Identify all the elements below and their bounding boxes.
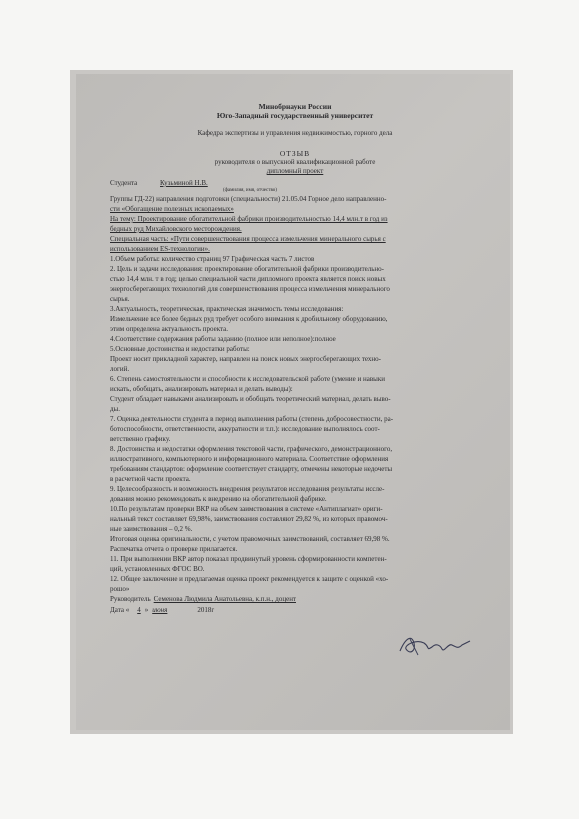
line-16: 5.Основные достоинства и недостатки работы:: [110, 345, 250, 353]
line-27: иллюстративного, компьютерного и информационного материала. Соответствие оформления: [110, 455, 389, 463]
line-9: стью 14,4 млн. т в год; целью специальной части дипломного проекта является поиск новых: [110, 275, 386, 283]
line-34: ные заимствования – 0,2 %.: [110, 525, 193, 533]
ministry-title: Минобрнауки России: [258, 102, 332, 111]
line-26: 8. Достоинства и недостатки оформления текстовой части, графического, демонстрационного,: [110, 445, 393, 453]
line-5: Специальная часть: «Пути совершенствования процесса измельчения минерального сырья с: [110, 235, 386, 243]
line-30: 9. Целесообразность и возможность внедрения результатов исследования результаты иссле-: [110, 485, 385, 493]
document-title: ОТЗЫВ: [279, 149, 311, 158]
date-month: июня: [152, 606, 168, 614]
line-19: 6. Степень самостоятельности и способности к исследовательской работе (умение и навыки: [110, 375, 385, 383]
line-13: Измельчение все более бедных руд требует особого внимания к дробильному оборудованию,: [110, 315, 388, 323]
department-line: Кафедра экспертизы и управления недвижимостью, горного дела: [197, 129, 393, 137]
supervisor-name: Семенова Людмила Анатольевна, к.п.н., доцент: [153, 595, 296, 603]
student-label: Студента: [110, 179, 138, 187]
line-17: Проект носит прикладной характер, направлен на поиск новых энергосберегающих техно-: [110, 355, 381, 363]
line-20: искать, обобщать, анализировать материал и делать выводы):: [110, 385, 293, 393]
work-type: дипломный проект: [266, 167, 324, 175]
date-row: Дата « 4 » июня 2018г: [110, 606, 215, 614]
line-7: 1.Объем работы: количество страниц 97 Графическая часть 7 листов: [110, 255, 315, 263]
student-name: Кузьминой Н.В.: [160, 179, 208, 187]
line-8: 2. Цель и задачи исследования: проектирование обогатительной фабрики производительно-: [110, 265, 385, 273]
line-37: 11. При выполнении ВКР автор показал продвинутый уровень сформированности компетен-: [110, 555, 387, 563]
line-24: ботоспособности, ответственности, аккуратности и т.п.): исследование выполнялось соот-: [110, 425, 380, 433]
line-3: На тему: Проектирование обогатительной фабрики производительностью 14,4 млн.т в год из: [110, 215, 388, 223]
supervisor-label: Руководитель: [110, 595, 151, 603]
line-35: Итоговая оценка оригинальности, с учетом правомочных заимствований, составляет 69,98 %.: [110, 535, 390, 543]
date-label: Дата «: [110, 606, 130, 614]
paper-sheet: [76, 74, 510, 730]
date-year: 2018г: [197, 606, 215, 614]
line-15: 4.Соответствие содержания работы заданию (полное или неполное):полное: [110, 335, 336, 343]
line-2: сти «Обогащение полезных ископаемых»: [110, 205, 234, 213]
line-10: энергосберегающих технологий для совершенствования процесса измельчения минерального: [110, 285, 390, 293]
document-frame: [70, 70, 513, 734]
supervisor-row: [110, 595, 480, 604]
document-subtitle: руководителя о выпускной квалификационной работе: [214, 158, 376, 166]
line-21: Студент обладает навыками анализировать и обобщать теоретический материал, делать выво-: [110, 395, 391, 403]
line-32: 10.По результатам проверки ВКР на объем заимствования в системе «Антиплагиат» ориги-: [110, 505, 383, 513]
line-14: этим определена актуальность проекта.: [110, 325, 229, 333]
student-name-hint: (фамилия, имя, отчество): [223, 188, 277, 193]
line-25: ветственно графику.: [110, 435, 171, 443]
university-title: Юго-Западный государственный университет: [216, 111, 374, 120]
document-content: [110, 102, 480, 615]
line-38: ций, установленных ФГОС ВО.: [110, 565, 205, 573]
line-22: ды.: [110, 405, 121, 413]
line-28: требованиям стандартов: оформление соответствует стандарту, отмечены некоторые недочеты: [110, 465, 393, 473]
line-1: Группы ГД-22) направления подготовки (специальности) 21.05.04 Горное дело направленно-: [110, 195, 387, 203]
line-11: сырья.: [110, 295, 130, 303]
handwritten-signature: [396, 629, 476, 659]
date-day: 4: [137, 606, 141, 614]
line-6: использованием ES-технологии».: [110, 245, 210, 253]
line-36: Распечатка отчета о проверке прилагается.: [110, 545, 238, 553]
line-40: рошо»: [110, 585, 130, 593]
line-33: нальный текст составляет 69,98%, заимствования составляют 29,82 %, из которых правомоч-: [110, 515, 388, 523]
line-31: дования можно рекомендовать к внедрению на обогатительной фабрике.: [110, 495, 327, 503]
student-row: [110, 179, 480, 188]
line-4: бедных руд Михайловского месторождения.: [110, 225, 242, 233]
line-39: 12. Общее заключение и предлагаемая оценка проект рекомендуется к защите с оценкой «хо-: [110, 575, 389, 583]
line-12: 3.Актуальность, теоретическая, практическая значимость темы исследования:: [110, 305, 344, 313]
line-29: в расчетной части проекта.: [110, 475, 191, 483]
line-18: логий.: [110, 365, 130, 373]
line-23: 7. Оценка деятельности студента в период выполнения работы (степень добросовестности, ра-: [110, 415, 394, 423]
